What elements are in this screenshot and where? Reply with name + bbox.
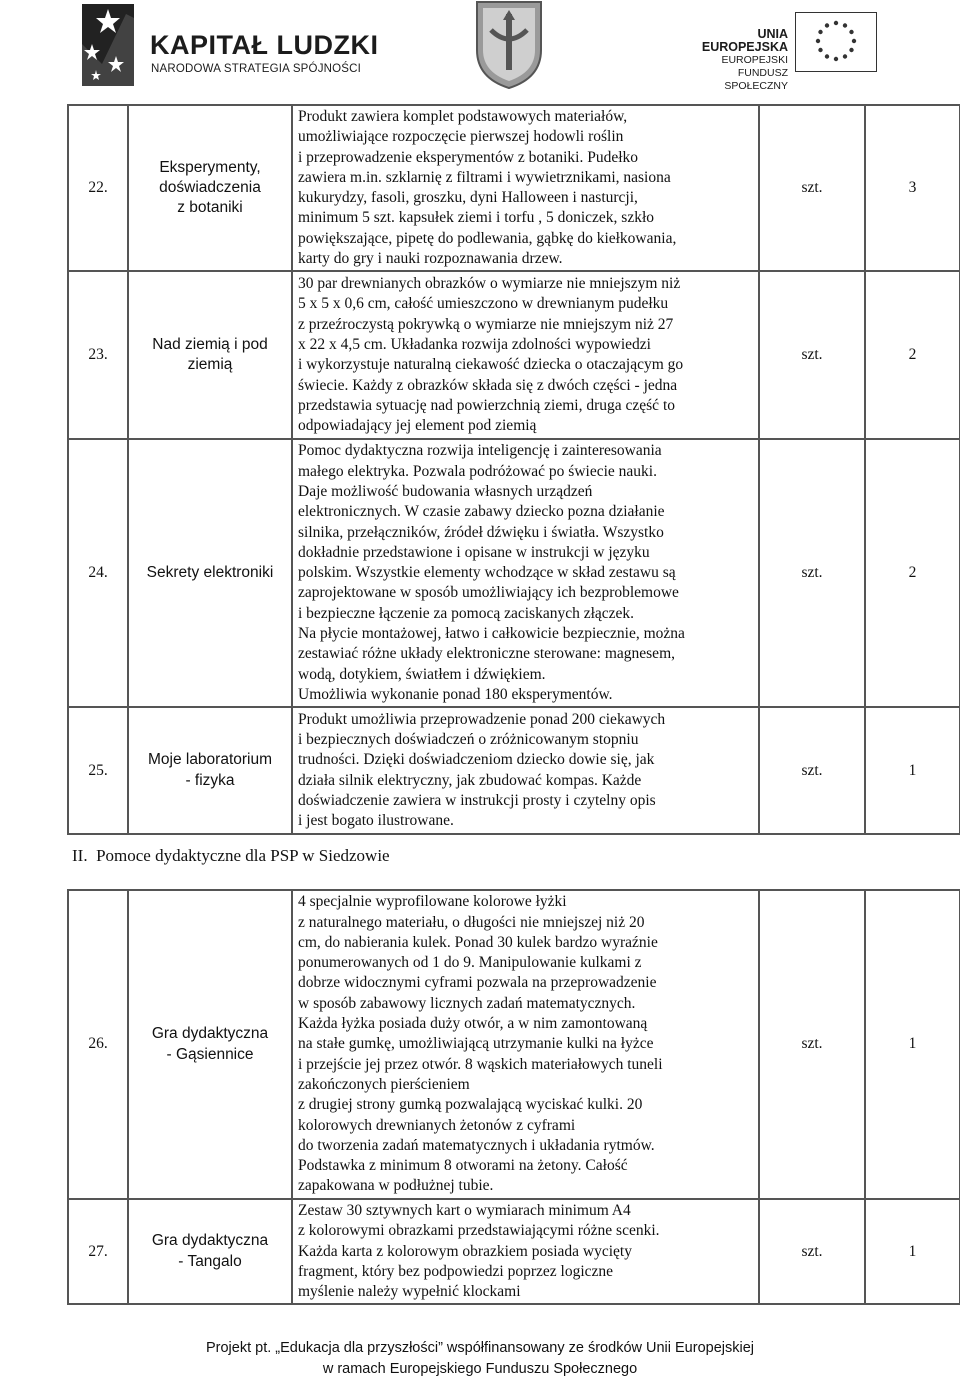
product-description bbox=[292, 890, 759, 1199]
description-line: doświadczenie zawiera w instrukcji prosty i czytelny opis bbox=[298, 792, 656, 810]
eu-label bbox=[676, 28, 788, 93]
quantity: 1 bbox=[865, 890, 960, 1199]
description-line: silnika, przełączników, źródeł dźwięku i światła. Wszystko bbox=[298, 523, 664, 541]
row-number: 23. bbox=[68, 271, 128, 439]
product-name bbox=[128, 1199, 292, 1304]
eu-label-line1: UNIA EUROPEJSKA bbox=[701, 27, 788, 54]
eu-flag-icon bbox=[795, 12, 877, 72]
description-line: zestawiać różne układy elektroniczne sterowane: magnesem, bbox=[298, 645, 675, 663]
description-line: Umożliwia wykonanie ponad 180 eksperymentów. bbox=[298, 685, 613, 703]
description-line: zaprojektowane w sposób umożliwiający ich bezproblemowe bbox=[298, 584, 679, 602]
section-title: II. Pomoce dydaktyczne dla PSP w Siedzowie bbox=[72, 846, 390, 865]
description-line: cm, do nabierania kulek. Ponad 30 kulek bardzo wyraźnie bbox=[298, 933, 658, 951]
unit: szt. bbox=[759, 707, 865, 834]
products-table-2 bbox=[67, 889, 960, 1305]
description-line: dokładnie przedstawione i opisane w instrukcji w języku bbox=[298, 543, 650, 561]
description-line: zapakowana w podłużnej tubie. bbox=[298, 1177, 494, 1195]
description-line: małego elektryka. Pozwala podróżować po świecie nauki. bbox=[298, 462, 657, 480]
description-line: z naturalnego materiału, o długości nie mniejszej niż 20 bbox=[298, 913, 645, 931]
description-line: elektronicznych. W czasie zabawy dziecko pozna działanie bbox=[298, 503, 665, 521]
product-name-line: Sekrety elektroniki bbox=[146, 564, 274, 582]
eu-label-line3: FUNDUSZ SPOŁECZNY bbox=[724, 67, 788, 92]
kapital-ludzki-logo-icon bbox=[82, 4, 134, 86]
description-line: powiększające, pipetę do podlewania, gąbkę do kiełkowania, bbox=[298, 229, 677, 247]
table-row bbox=[68, 271, 960, 439]
product-description bbox=[292, 1199, 759, 1304]
description-line: Pomoc dydaktyczna rozwija inteligencję i zainteresowania bbox=[298, 442, 662, 460]
description-line: w sposób zabawowy licznych zadań matematycznych. bbox=[298, 994, 636, 1012]
description-line: Zestaw 30 sztywnych kart o wymiarach minimum A4 bbox=[298, 1202, 631, 1219]
product-description bbox=[292, 439, 759, 707]
product-name-line: Moje laboratorium bbox=[147, 751, 273, 769]
quantity: 2 bbox=[865, 439, 960, 707]
unit: szt. bbox=[759, 439, 865, 707]
description-line: działa silnik elektryczny, jak zbudować kompas. Każde bbox=[298, 771, 642, 789]
description-line: Daje możliwość budowania własnych urządzeń bbox=[298, 482, 593, 500]
description-line: do tworzenia zadań matematycznych i układania rytmów. bbox=[298, 1136, 655, 1154]
product-name bbox=[128, 890, 292, 1199]
row-number: 22. bbox=[68, 105, 128, 271]
kapital-ludzki-title: KAPITAŁ LUDZKI bbox=[150, 30, 379, 60]
footer-line-2: w ramach Europejskiego Funduszu Społecznego bbox=[322, 1361, 638, 1377]
description-line: kukurydzy, fasoli, groszku, dyni Halloween i nasturcji, bbox=[298, 189, 638, 207]
quantity: 1 bbox=[865, 1199, 960, 1304]
row-number: 27. bbox=[68, 1199, 128, 1304]
description-line: Każda karta z kolorowym obrazkiem posiada wycięty bbox=[298, 1242, 632, 1260]
description-line: fragment, który bez podpowiedzi poprzez logiczne bbox=[298, 1262, 614, 1280]
product-name-line: doświadczenia bbox=[159, 179, 261, 197]
product-description bbox=[292, 105, 759, 271]
description-line: świecie. Każdy z obrazków składa się z dwóch części - jedna bbox=[298, 376, 678, 394]
product-name-line: - fizyka bbox=[185, 771, 235, 789]
kapital-ludzki-subtitle: NARODOWA STRATEGIA SPÓJNOŚCI bbox=[151, 63, 362, 75]
description-line: Podstawka z minimum 8 otworami na żetony. Całość bbox=[298, 1157, 628, 1175]
description-line: i bezpiecznych doświadczeń o zróżnicowanym stopniu bbox=[298, 731, 639, 749]
footer-line-1: Projekt pt. „Edukacja dla przyszłości” współfinansowany ze środków Unii Europejskiej bbox=[205, 1340, 754, 1356]
description-line: zawiera m.in. szklarnię z filtrami i wywietrznikami, nasiona bbox=[298, 168, 671, 186]
row-number: 26. bbox=[68, 890, 128, 1199]
quantity: 1 bbox=[865, 707, 960, 834]
description-line: umożliwiające rozpoczęcie pierwszej hodowli roślin bbox=[298, 128, 624, 146]
description-line: minimum 5 szt. kapsułek ziemi i torfu , 5 doniczek, szkło bbox=[298, 209, 655, 227]
description-line: i przeprowadzenie eksperymentów z botaniki. Pudełko bbox=[298, 148, 639, 166]
description-line: z przeźroczystą pokrywką o wymiarze nie mniejszym niż 27 bbox=[298, 315, 674, 333]
row-number: 24. bbox=[68, 439, 128, 707]
quantity: 3 bbox=[865, 105, 960, 271]
description-line: wodą, dotykiem, światłem i dźwiękiem. bbox=[298, 665, 546, 683]
product-description bbox=[292, 707, 759, 834]
description-line: i przejście jej przez otwór. 8 wąskich materiałowych tuneli bbox=[298, 1055, 663, 1073]
page-footer bbox=[0, 1338, 960, 1380]
description-line: polskim. Wszystkie elementy wchodzące w skład zestawu są bbox=[298, 564, 676, 582]
description-line: myślenie należy wypełnić klockami bbox=[298, 1283, 521, 1301]
description-line: x 22 x 4,5 cm. Układanka rozwija zdolności wypowiedzi bbox=[298, 336, 651, 354]
description-line: na stałe gumkę, umożliwiającą utrzymanie kulki na łyżce bbox=[298, 1035, 654, 1053]
description-line: dobrze widocznymi cyframi pozwala na przeprowadzenie bbox=[298, 974, 657, 992]
description-line: i wykorzystuje naturalną ciekawość dziecka o otaczającym go bbox=[298, 356, 684, 374]
product-name-line: - Tangalo bbox=[178, 1252, 242, 1270]
product-name bbox=[128, 271, 292, 439]
quantity: 2 bbox=[865, 271, 960, 439]
product-name bbox=[128, 707, 292, 834]
product-name-line: - Gąsiennice bbox=[166, 1045, 254, 1063]
table-row bbox=[68, 1199, 960, 1304]
product-name bbox=[128, 439, 292, 707]
product-name-line: Gra dydaktyczna bbox=[151, 1025, 269, 1043]
description-line: Produkt umożliwia przeprowadzenie ponad 200 ciekawych bbox=[298, 710, 666, 728]
description-line: Produkt zawiera komplet podstawowych materiałów, bbox=[298, 108, 628, 125]
eu-label-line2: EUROPEJSKI bbox=[721, 54, 788, 66]
table-row bbox=[68, 439, 960, 707]
description-line: Każda łyżka posiada duży otwór, a w nim zamontowaną bbox=[298, 1015, 648, 1033]
product-name-line: Gra dydaktyczna bbox=[151, 1232, 269, 1250]
description-line: 4 specjalnie wyprofilowane kolorowe łyżki bbox=[298, 893, 567, 911]
product-name bbox=[128, 105, 292, 271]
product-name-line: ziemią bbox=[187, 356, 233, 374]
page-header bbox=[0, 0, 960, 100]
description-line: Na płycie montażowej, łatwo i całkowicie bezpiecznie, można bbox=[298, 625, 685, 643]
description-line: odpowiadający jej element pod ziemią bbox=[298, 417, 537, 435]
unit: szt. bbox=[759, 1199, 865, 1304]
description-line: przedstawia sytuację nad powierzchnią ziemi, druga część to bbox=[298, 396, 675, 414]
table-row bbox=[68, 890, 960, 1199]
description-line: i jest bogato ilustrowane. bbox=[298, 812, 454, 830]
unit: szt. bbox=[759, 271, 865, 439]
table-row bbox=[68, 105, 960, 271]
description-line: 5 x 5 x 0,6 cm, całość umieszczono w drewnianym pudełku bbox=[298, 295, 669, 313]
description-line: karty do gry i nauki rozpoznawania drzew. bbox=[298, 250, 563, 268]
product-name-line: z botaniki bbox=[177, 199, 243, 217]
unit: szt. bbox=[759, 890, 865, 1199]
products-table-1 bbox=[67, 104, 960, 835]
unit: szt. bbox=[759, 105, 865, 271]
description-line: ponumerowanych od 1 do 9. Manipulowanie kulkami z bbox=[298, 954, 642, 972]
description-line: z drugiej strony gumką pozwalającą wyciskać kulki. 20 bbox=[298, 1096, 643, 1114]
row-number: 25. bbox=[68, 707, 128, 834]
description-line: trudności. Dzięki doświadczeniom dziecko dowie się, jak bbox=[298, 751, 655, 769]
product-name-line: Eksperymenty, bbox=[159, 158, 261, 176]
description-line: i bezpieczne łączenie za pomocą zaciskanych złączek. bbox=[298, 604, 635, 622]
product-description bbox=[292, 271, 759, 439]
coat-of-arms-icon bbox=[473, 0, 545, 90]
table-row bbox=[68, 707, 960, 834]
description-line: 30 par drewnianych obrazków o wymiarze nie mniejszym niż bbox=[298, 275, 681, 293]
description-line: zakończonych pierścieniem bbox=[298, 1075, 470, 1093]
description-line: z kolorowymi obrazkami przedstawiającymi różne scenki. bbox=[298, 1222, 660, 1240]
product-name-line: Nad ziemią i pod bbox=[152, 336, 268, 354]
description-line: kolorowych drewnianych żetonów z cyframi bbox=[298, 1116, 576, 1134]
